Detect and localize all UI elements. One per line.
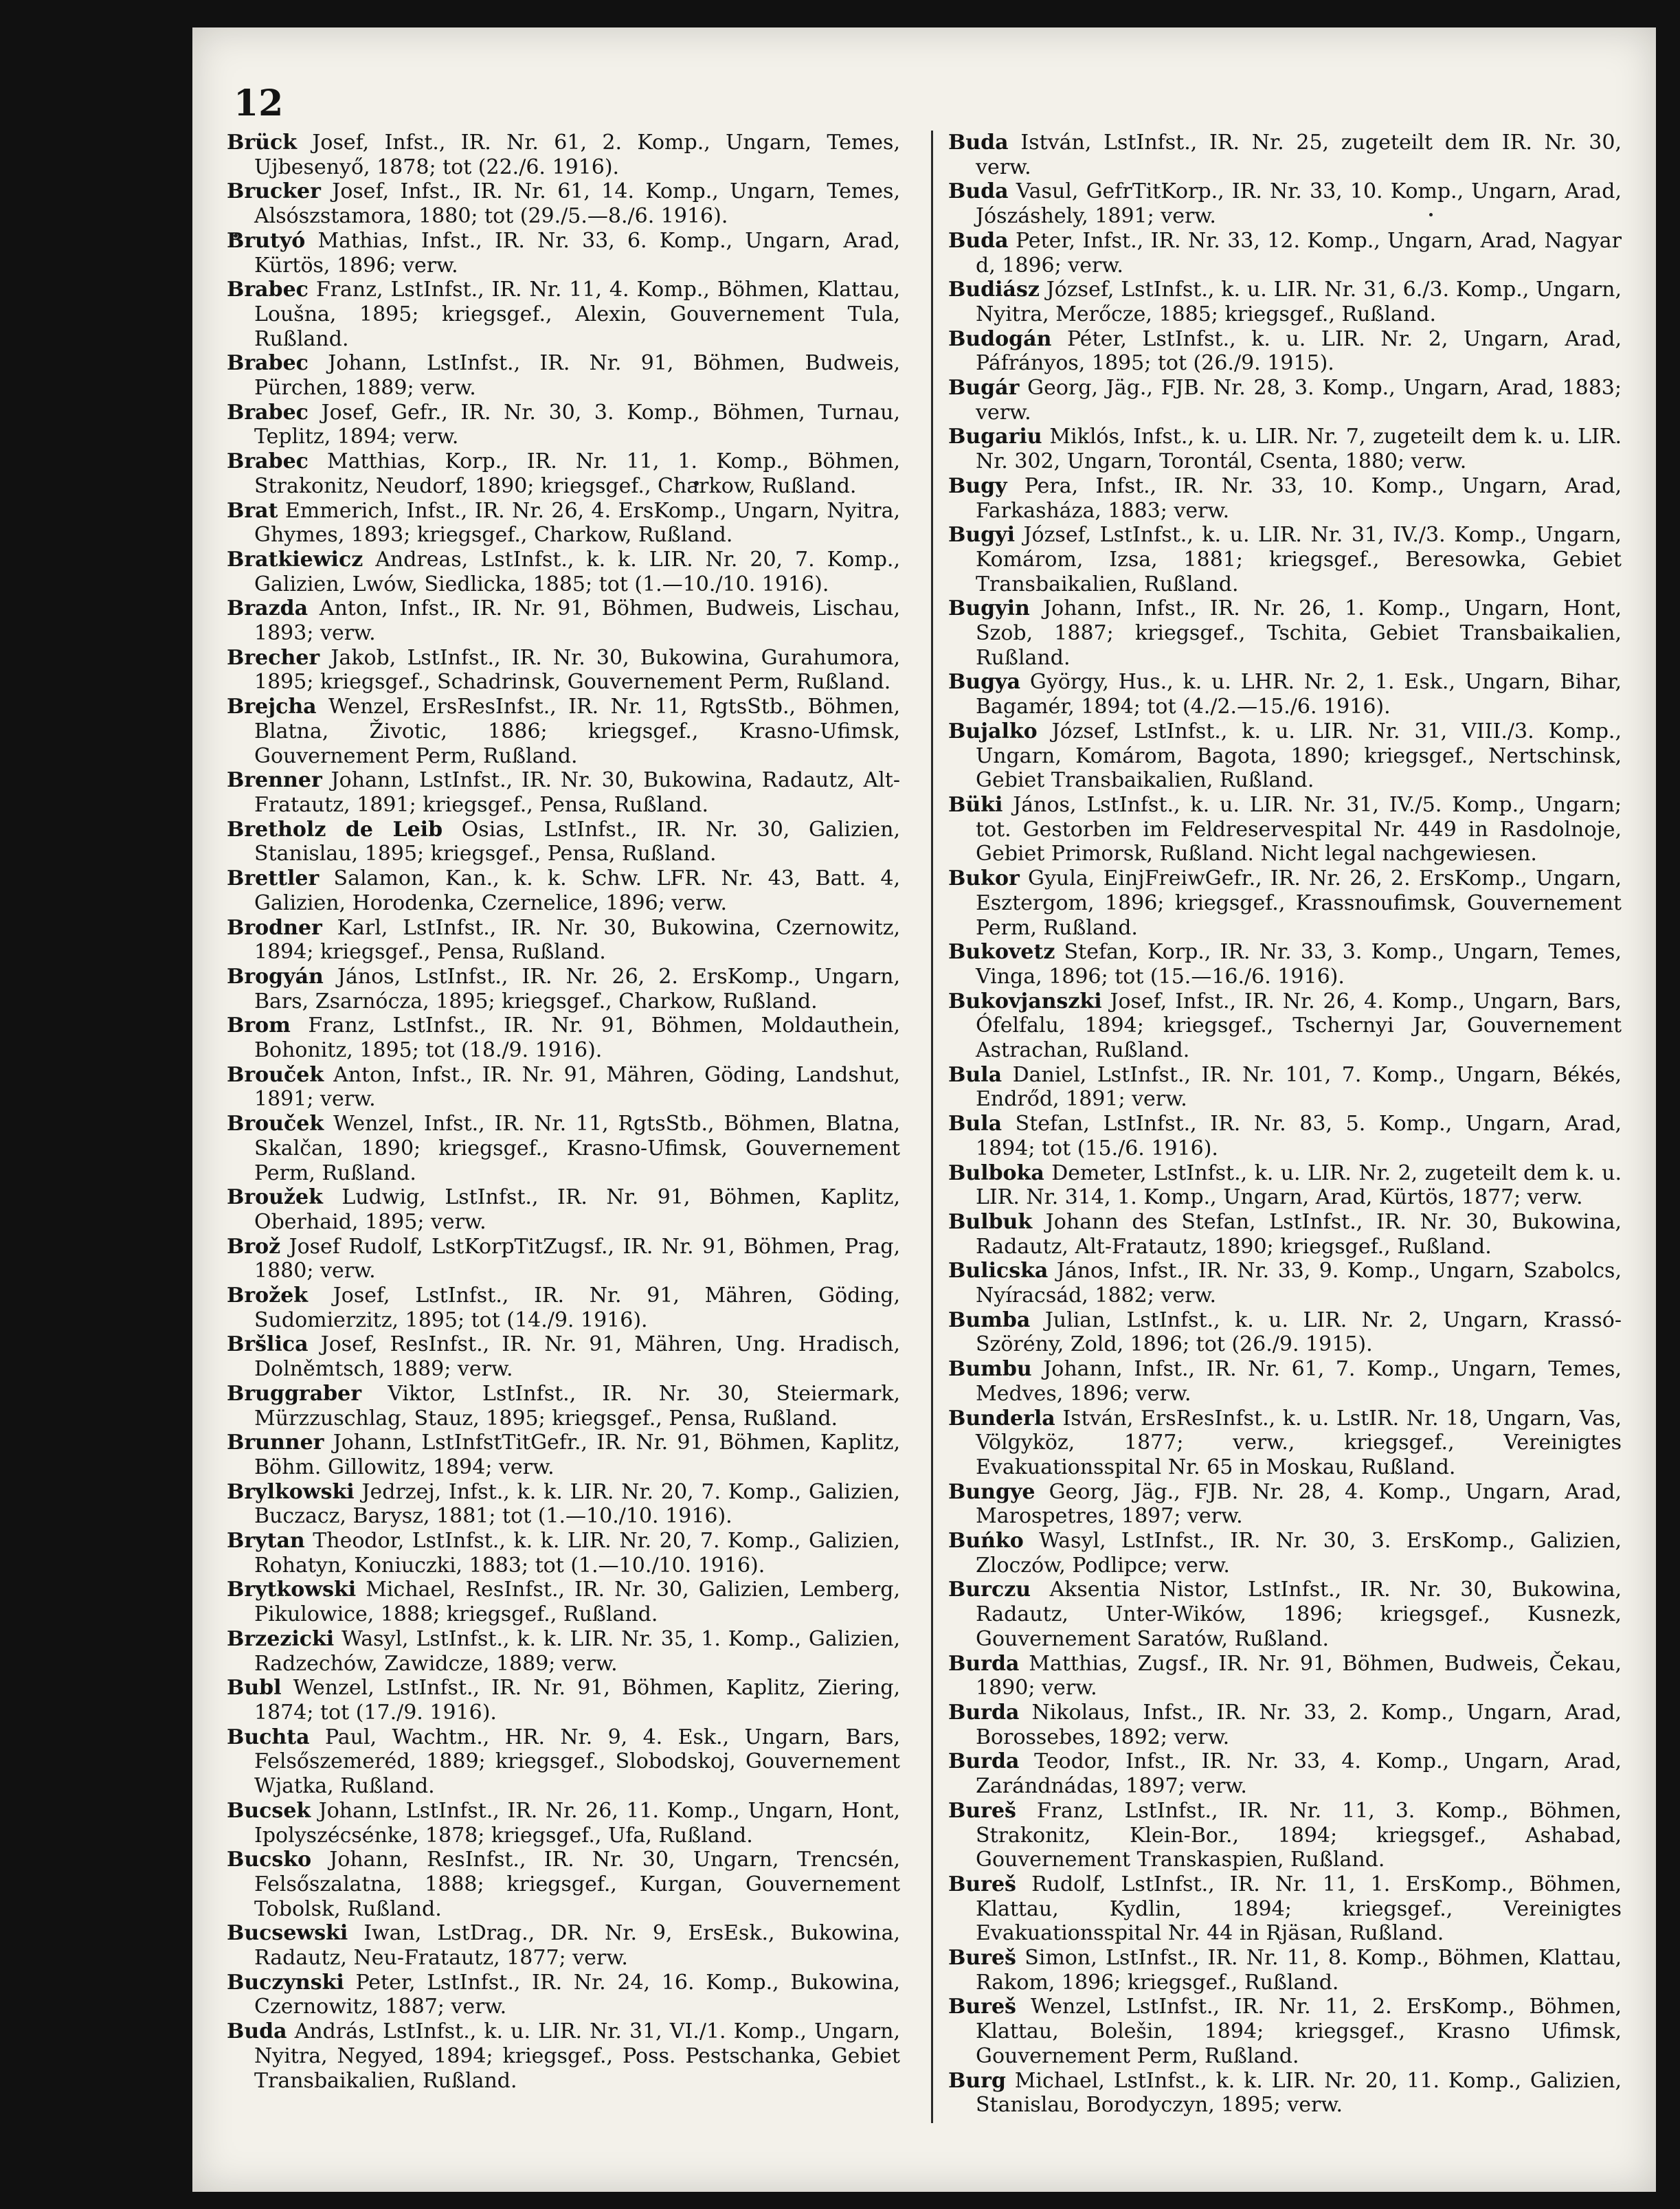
register-entry xyxy=(227,351,900,400)
entry-details: Wasyl, LstInfst., k. k. LIR. Nr. 35, 1. Komp., Galizien, Radzechów, Zawidcze, 1889; verw. xyxy=(254,1626,900,1676)
register-entry xyxy=(227,1529,900,1578)
entry-surname: Bulboka xyxy=(948,1160,1044,1185)
entry-surname: Buchta xyxy=(227,1725,310,1749)
entry-surname: Brabec xyxy=(227,400,309,425)
register-entry xyxy=(227,1063,900,1112)
register-entry xyxy=(227,229,900,278)
entry-surname: Bugy xyxy=(948,473,1007,498)
entry-details: János, LstInfst., k. u. LIR. Nr. 31, IV./5. Komp., Ungarn; tot. Gestorben im Feldreservespital Nr. 449 in Rasdolnoje, Gebiet Primorsk, Rußland. Nicht legal nachgewiesen. xyxy=(976,792,1622,866)
entry-surname: Bureš xyxy=(948,1946,1016,1971)
register-entry xyxy=(948,1357,1622,1406)
entry-surname: Brenner xyxy=(227,768,322,793)
entry-surname: Bucsewski xyxy=(227,1921,348,1946)
entry-surname: Bugár xyxy=(948,376,1020,401)
entry-details: Josef, ResInfst., IR. Nr. 91, Mähren, Ung. Hradisch, Dolněmtsch, 1889; verw. xyxy=(254,1332,900,1382)
entry-details: Anton, Infst., IR. Nr. 91, Mähren, Göding, Landshut, 1891; verw. xyxy=(254,1062,900,1112)
register-entry xyxy=(227,449,900,498)
entry-surname: Burda xyxy=(948,1701,1020,1725)
register-entry xyxy=(227,1431,900,1479)
register-entry xyxy=(948,327,1622,376)
entry-surname: Brecher xyxy=(227,645,320,670)
entry-details: Teodor, Infst., IR. Nr. 33, 4. Komp., Ungarn, Arad, Zarándnádas, 1897; verw. xyxy=(976,1749,1622,1799)
entry-surname: Bungye xyxy=(948,1479,1035,1504)
entry-details: Viktor, LstInfst., IR. Nr. 30, Steiermark, Mürzzuschlag, Stauz, 1895; kriegsgef., Pensa, Rußland. xyxy=(254,1381,900,1431)
register-entry xyxy=(948,229,1622,278)
entry-details: Josef, Infst., IR. Nr. 61, 14. Komp., Ungarn, Temes, Alsószstamora, 1880; tot (29./5.—8./6. 1916). xyxy=(254,179,900,229)
register-entry xyxy=(227,548,900,596)
right-column xyxy=(948,131,1622,2118)
entry-surname: Brytan xyxy=(227,1529,305,1554)
entry-surname: Bula xyxy=(948,1062,1003,1087)
register-entry xyxy=(948,1529,1622,1578)
register-entry xyxy=(227,1921,900,1970)
register-entry xyxy=(227,1185,900,1234)
entry-details: György, Hus., k. u. LHR. Nr. 2, 1. Esk., Ungarn, Bihar, Bagamér, 1894; tot (4./2.—15./6. 1916). xyxy=(976,670,1622,719)
entry-surname: Brylkowski xyxy=(227,1479,355,1504)
entry-surname: Buda xyxy=(948,131,1009,155)
register-entry xyxy=(227,916,900,965)
entry-details: András, LstInfst., k. u. LIR. Nr. 31, VI./1. Komp., Ungarn, Nyitra, Negyed, 1894; kriegsgef., Poss. Pestschanka, Gebiet Transbaikalien, Rußland. xyxy=(254,2019,901,2093)
entry-details: Johann des Stefan, LstInfst., IR. Nr. 30, Bukowina, Radautz, Alt-Fratautz, 1890; kriegsgef., Rußland. xyxy=(976,1209,1622,1259)
entry-surname: Brom xyxy=(227,1013,291,1038)
register-entry xyxy=(948,719,1622,793)
entry-surname: Brejcha xyxy=(227,695,317,719)
register-entry xyxy=(227,1578,900,1626)
entry-surname: Bukor xyxy=(948,866,1020,891)
entry-surname: Bunderla xyxy=(948,1406,1055,1431)
register-entry xyxy=(948,1799,1622,1872)
entry-details: Julian, LstInfst., k. u. LIR. Nr. 2, Ungarn, Krassó-Szörény, Zold, 1896; tot (26./9. 1915). xyxy=(976,1308,1622,1357)
entry-details: Wenzel, Infst., IR. Nr. 11, RgtsStb., Böhmen, Blatna, Skalčan, 1890; kriegsgef., Krasno-Ufimsk, Gouvernement Perm, Rußland. xyxy=(254,1112,900,1185)
entry-surname: Brouček xyxy=(227,1112,324,1136)
register-entry xyxy=(227,1382,900,1431)
register-entry xyxy=(948,376,1622,425)
register-entry xyxy=(227,646,900,695)
entry-surname: Brabec xyxy=(227,351,309,376)
register-entry xyxy=(227,499,900,548)
register-entry xyxy=(948,1161,1622,1210)
entry-surname: Burda xyxy=(948,1749,1020,1774)
entry-surname: Buczynski xyxy=(227,1970,344,1995)
register-entry xyxy=(227,179,900,228)
entry-details: Simon, LstInfst., IR. Nr. 11, 8. Komp., Böhmen, Klattau, Rakom, 1896; kriegsgef., Rußland. xyxy=(976,1946,1622,1995)
register-entry xyxy=(948,1652,1622,1701)
entry-details: Péter, LstInfst., k. u. LIR. Nr. 2, Ungarn, Arad, Páfrányos, 1895; tot (26./9. 1915). xyxy=(976,326,1622,376)
entry-surname: Büki xyxy=(948,792,1003,817)
register-entry xyxy=(227,1676,900,1725)
entry-surname: Buda xyxy=(948,179,1009,204)
register-entry xyxy=(948,1259,1622,1308)
entry-details: István, ErsResInfst., k. u. LstIR. Nr. 18, Ungarn, Vas, Völgyköz, 1877; verw., kriegsgef., Vereinigtes Evakuationsspital Nr. 65 in Moskau, Rußland. xyxy=(976,1406,1622,1479)
entry-details: Stefan, Korp., IR. Nr. 33, 3. Komp., Ungarn, Temes, Vinga, 1896; tot (15.—16./6. 1916). xyxy=(976,940,1622,989)
left-column xyxy=(227,131,900,2093)
entry-surname: Bucsko xyxy=(227,1848,312,1872)
entry-surname: Bumbu xyxy=(948,1357,1032,1382)
entry-details: Josef, Infst., IR. Nr. 61, 2. Komp., Ungarn, Temes, Ujbesenyő, 1878; tot (22./6. 1916). xyxy=(254,131,900,179)
entry-details: Josef, Gefr., IR. Nr. 30, 3. Komp., Böhmen, Turnau, Teplitz, 1894; verw. xyxy=(254,400,900,449)
entry-surname: Brytkowski xyxy=(227,1578,357,1602)
register-entry xyxy=(227,1332,900,1381)
entry-surname: Bula xyxy=(948,1112,1003,1136)
entry-surname: Bruggraber xyxy=(227,1381,362,1406)
register-entry xyxy=(948,1872,1622,1946)
entry-surname: Buda xyxy=(948,228,1009,253)
entry-details: Aksentia Nistor, LstInfst., IR. Nr. 30, Bukowina, Radautz, Unter-Wików, 1896; kriegsgef., Kusnezk, Gouvernement Saratów, Rußland. xyxy=(976,1578,1622,1651)
register-entry xyxy=(948,425,1622,473)
register-entry xyxy=(948,278,1622,326)
entry-surname: Brucker xyxy=(227,179,321,204)
register-entry xyxy=(227,1971,900,2019)
register-entry xyxy=(948,1112,1622,1160)
register-entry xyxy=(227,1235,900,1283)
entry-surname: Broužek xyxy=(227,1185,323,1210)
entry-surname: Bujalko xyxy=(948,719,1038,743)
register-entry xyxy=(948,179,1622,228)
register-entry xyxy=(948,989,1622,1063)
entry-details: Paul, Wachtm., HR. Nr. 9, 4. Esk., Ungarn, Bars, Felsőszemeréd, 1889; kriegsgef., Slobodskoj, Gouvernement Wjatka, Rußland. xyxy=(254,1725,900,1799)
entry-surname: Bukovetz xyxy=(948,940,1055,965)
entry-details: Johann, LstInfst., IR. Nr. 30, Bukowina, Radautz, Alt-Fratautz, 1891; kriegsgef., Pensa, Rußland. xyxy=(254,768,900,817)
entry-surname: Bugya xyxy=(948,670,1021,695)
register-entry xyxy=(948,1063,1622,1112)
register-entry xyxy=(227,1725,900,1799)
entry-details: Salamon, Kan., k. k. Schw. LFR. Nr. 43, Batt. 4, Galizien, Horodenka, Czernelice, 1896; verw. xyxy=(254,866,900,915)
entry-details: József, LstInfst., k. u. LIR. Nr. 31, IV./3. Komp., Ungarn, Komárom, Izsa, 1881; kriegsgef., Beresowka, Gebiet Transbaikalien, Rußland. xyxy=(976,523,1622,596)
entry-surname: Bulbuk xyxy=(948,1209,1033,1234)
entry-details: Johann, LstInfst., IR. Nr. 26, 11. Komp., Ungarn, Hont, Ipolyszécsénke, 1878; kriegsgef., Ufa, Rußland. xyxy=(254,1798,900,1848)
entry-surname: Bucsek xyxy=(227,1798,311,1823)
entry-surname: Brodner xyxy=(227,915,322,940)
entry-details: Daniel, LstInfst., IR. Nr. 101, 7. Komp., Ungarn, Békés, Endrőd, 1891; verw. xyxy=(976,1062,1622,1112)
entry-surname: Brož xyxy=(227,1234,281,1259)
register-entry xyxy=(227,1013,900,1062)
entry-details: Gyula, EinjFreiwGefr., IR. Nr. 26, 2. ErsKomp., Ungarn, Esztergom, 1896; kriegsgef., Krassnoufimsk, Gouvernement Perm, Rußland. xyxy=(976,866,1622,940)
register-entry xyxy=(227,818,900,866)
entry-details: Georg, Jäg., FJB. Nr. 28, 4. Komp., Ungarn, Arad, Marospetres, 1897; verw. xyxy=(976,1479,1622,1529)
entry-details: Franz, LstInfst., IR. Nr. 11, 4. Komp., Böhmen, Klattau, Loušna, 1895; kriegsgef., Alexin, Gouvernement Tula, Rußland. xyxy=(254,278,900,351)
entry-surname: Bugyi xyxy=(948,523,1015,548)
entry-surname: Brutyó xyxy=(227,228,306,253)
entry-details: János, Infst., IR. Nr. 33, 9. Komp., Ungarn, Szabolcs, Nyíracsád, 1882; verw. xyxy=(976,1259,1622,1308)
entry-surname: Bubl xyxy=(227,1676,282,1701)
register-entry xyxy=(948,793,1622,866)
entry-details: Nikolaus, Infst., IR. Nr. 33, 2. Komp., Ungarn, Arad, Borossebes, 1892; verw. xyxy=(976,1701,1622,1749)
register-entry xyxy=(948,1946,1622,1995)
page-number: 12 xyxy=(234,82,284,124)
entry-details: Michael, ResInfst., IR. Nr. 30, Galizien, Lemberg, Pikulowice, 1888; kriegsgef., Rußland. xyxy=(254,1578,900,1627)
entry-details: Wenzel, LstInfst., IR. Nr. 11, 2. ErsKomp., Böhmen, Klattau, Bolešin, 1894; kriegsgef., Krasno Ufimsk, Gouvernement Perm, Rußland. xyxy=(976,1995,1622,2068)
entry-surname: Bulicska xyxy=(948,1259,1049,1283)
entry-details: Iwan, LstDrag., DR. Nr. 9, ErsEsk., Bukowina, Radautz, Neu-Fratautz, 1877; verw. xyxy=(254,1921,900,1971)
register-entry xyxy=(948,1749,1622,1798)
entry-details: Michael, LstInfst., k. k. LIR. Nr. 20, 11. Komp., Galizien, Stanislau, Borodyczyn, 1895; verw. xyxy=(976,2068,1622,2118)
entry-details: Josef, LstInfst., IR. Nr. 91, Mähren, Göding, Sudomierzitz, 1895; tot (14./9. 1916). xyxy=(254,1283,900,1332)
entry-details: István, LstInfst., IR. Nr. 25, zugeteilt dem IR. Nr. 30, verw. xyxy=(976,131,1622,179)
entry-details: József, LstInfst., k. u. LIR. Nr. 31, 6./3. Komp., Ungarn, Nyitra, Merőcze, 1885; kriegsgef., Rußland. xyxy=(976,278,1622,326)
register-entry xyxy=(227,1848,900,1921)
entry-surname: Burg xyxy=(948,2068,1006,2093)
entry-surname: Bugyin xyxy=(948,596,1030,621)
entry-details: Jedrzej, Infst., k. k. LIR. Nr. 20, 7. Komp., Galizien, Buczacz, Barysz, 1881; tot (1.—10./10. 1916). xyxy=(254,1479,901,1529)
entry-details: Peter, LstInfst., IR. Nr. 24, 16. Komp., Bukowina, Czernowitz, 1887; verw. xyxy=(254,1970,900,2019)
register-entry xyxy=(227,131,900,179)
entry-details: Vasul, GefrTitKorp., IR. Nr. 33, 10. Komp., Ungarn, Arad, Jószáshely, 1891; verw. xyxy=(976,179,1622,229)
entry-details: Wenzel, LstInfst., IR. Nr. 91, Böhmen, Kaplitz, Ziering, 1874; tot (17./9. 1916). xyxy=(254,1676,900,1725)
entry-details: Johann, ResInfst., IR. Nr. 30, Ungarn, Trencsén, Felsőszalatna, 1888; kriegsgef., Kurgan, Gouvernement Tobolsk, Rußland. xyxy=(254,1848,900,1921)
entry-surname: Bureš xyxy=(948,1995,1016,2019)
entry-details: Pera, Infst., IR. Nr. 33, 10. Komp., Ungarn, Arad, Farkasháza, 1883; verw. xyxy=(976,473,1622,523)
entry-surname: Brzezicki xyxy=(227,1626,335,1651)
entry-details: Andreas, LstInfst., k. k. LIR. Nr. 20, 7. Komp., Galizien, Lwów, Siedlicka, 1885; tot (1.—10./10. 1916). xyxy=(254,547,900,596)
entry-details: Rudolf, LstInfst., IR. Nr. 11, 1. ErsKomp., Böhmen, Klattau, Kydlin, 1894; kriegsgef., Vereinigtes Evakuationsspital Nr. 44 in Rjäsan, Rußland. xyxy=(976,1872,1622,1946)
register-entry xyxy=(227,1283,900,1332)
entry-details: Emmerich, Infst., IR. Nr. 26, 4. ErsKomp., Ungarn, Nyitra, Ghymes, 1893; kriegsgef., Charkow, Rußland. xyxy=(254,498,900,548)
register-entry xyxy=(227,768,900,817)
entry-surname: Budiász xyxy=(948,278,1040,302)
entry-details: Matthias, Zugsf., IR. Nr. 91, Böhmen, Budweis, Čekau, 1890; verw. xyxy=(976,1651,1622,1701)
register-entry xyxy=(948,2069,1622,2118)
register-entry xyxy=(227,2019,900,2093)
register-entry xyxy=(948,1701,1622,1749)
column-divider xyxy=(931,131,933,2123)
entry-surname: Brožek xyxy=(227,1283,309,1308)
entry-surname: Bureš xyxy=(948,1872,1016,1896)
entry-surname: Burda xyxy=(948,1651,1020,1676)
entry-surname: Burczu xyxy=(948,1578,1031,1602)
register-entry xyxy=(948,523,1622,596)
entry-surname: Bugariu xyxy=(948,425,1042,449)
register-entry xyxy=(227,596,900,645)
register-entry xyxy=(227,1799,900,1848)
register-entry xyxy=(948,131,1622,179)
entry-details: Mathias, Infst., IR. Nr. 33, 6. Komp., Ungarn, Arad, Kürtös, 1896; verw. xyxy=(254,228,900,278)
register-entry xyxy=(948,1406,1622,1480)
entry-details: Stefan, LstInfst., IR. Nr. 83, 5. Komp., Ungarn, Arad, 1894; tot (15./6. 1916). xyxy=(976,1112,1622,1160)
register-entry xyxy=(948,1578,1622,1651)
entry-details: Wenzel, ErsResInfst., IR. Nr. 11, RgtsStb., Böhmen, Blatna, Životic, 1886; kriegsgef., Krasno-Ufimsk, Gouvernement Perm, Rußland. xyxy=(254,695,900,768)
register-entry xyxy=(227,401,900,449)
entry-details: Johann, LstInfst., IR. Nr. 91, Böhmen, Budweis, Pürchen, 1889; verw. xyxy=(254,351,900,401)
entry-surname: Brück xyxy=(227,131,298,155)
register-entry xyxy=(948,1995,1622,2068)
entry-details: Ludwig, LstInfst., IR. Nr. 91, Böhmen, Kaplitz, Oberhaid, 1895; verw. xyxy=(254,1185,900,1234)
entry-details: Jakob, LstInfst., IR. Nr. 30, Bukowina, Gurahumora, 1895; kriegsgef., Schadrinsk, Gouvernement Perm, Rußland. xyxy=(254,645,900,695)
entry-surname: Bratkiewicz xyxy=(227,547,363,572)
entry-details: János, LstInfst., IR. Nr. 26, 2. ErsKomp., Ungarn, Bars, Zsarnócza, 1895; kriegsgef., Charkow, Rußland. xyxy=(254,964,900,1013)
entry-details: Franz, LstInfst., IR. Nr. 11, 3. Komp., Böhmen, Strakonitz, Klein-Bor., 1894; kriegsgef., Ashabad, Gouvernement Transkaspien, Rußland. xyxy=(976,1798,1622,1872)
entry-surname: Bršlica xyxy=(227,1332,309,1357)
entry-details: Karl, LstInfst., IR. Nr. 30, Bukowina, Czernowitz, 1894; kriegsgef., Pensa, Rußland. xyxy=(254,915,900,965)
entry-details: Josef Rudolf, LstKorpTitZugsf., IR. Nr. 91, Böhmen, Prag, 1880; verw. xyxy=(254,1234,900,1283)
entry-surname: Brogyán xyxy=(227,964,324,989)
entry-surname: Buda xyxy=(227,2019,287,2044)
entry-details: Georg, Jäg., FJB. Nr. 28, 3. Komp., Ungarn, Arad, 1883; verw. xyxy=(976,376,1622,425)
register-entry xyxy=(227,1480,900,1529)
register-entry xyxy=(948,1210,1622,1259)
entry-surname: Budogán xyxy=(948,326,1052,351)
entry-details: Osias, LstInfst., IR. Nr. 30, Galizien, Stanislau, 1895; kriegsgef., Pensa, Rußland. xyxy=(254,817,900,866)
entry-surname: Bretholz de Leib xyxy=(227,817,443,842)
register-entry xyxy=(948,866,1622,940)
register-entry xyxy=(948,1308,1622,1357)
entry-surname: Brettler xyxy=(227,866,320,891)
entry-details: Josef, Infst., IR. Nr. 26, 4. Komp., Ungarn, Bars, Ófelfalu, 1894; kriegsgef., Tschernyi Jar, Gouvernement Astrachan, Rußland. xyxy=(976,989,1622,1063)
register-entry xyxy=(227,965,900,1013)
register-entry xyxy=(948,1480,1622,1529)
entry-surname: Bumba xyxy=(948,1308,1031,1332)
entry-surname: Buńko xyxy=(948,1529,1024,1554)
entry-surname: Brat xyxy=(227,498,278,523)
register-entry xyxy=(948,940,1622,989)
entry-surname: Brazda xyxy=(227,596,309,621)
entry-details: Franz, LstInfst., IR. Nr. 91, Böhmen, Moldauthein, Bohonitz, 1895; tot (18./9. 1916). xyxy=(254,1013,900,1063)
entry-details: Wasyl, LstInfst., IR. Nr. 30, 3. ErsKomp., Galizien, Zloczów, Podlipce; verw. xyxy=(976,1529,1622,1578)
register-entry xyxy=(227,695,900,768)
entry-details: Theodor, LstInfst., k. k. LIR. Nr. 20, 7. Komp., Galizien, Rohatyn, Koniuczki, 1883; tot (1.—10./10. 1916). xyxy=(254,1529,900,1578)
entry-surname: Brabec xyxy=(227,278,309,302)
register-entry xyxy=(948,596,1622,670)
entry-surname: Brunner xyxy=(227,1431,324,1455)
register-entry xyxy=(227,278,900,351)
register-entry xyxy=(948,670,1622,719)
register-entry xyxy=(948,474,1622,523)
entry-details: Anton, Infst., IR. Nr. 91, Böhmen, Budweis, Lischau, 1893; verw. xyxy=(254,596,900,646)
entry-details: József, LstInfst., k. u. LIR. Nr. 31, VIII./3. Komp., Ungarn, Komárom, Bagota, 1890; kriegsgef., Nertschinsk, Gebiet Transbaikalien, Rußland. xyxy=(976,719,1622,793)
entry-surname: Bukovjanszki xyxy=(948,989,1102,1013)
register-entry xyxy=(227,866,900,915)
entry-surname: Brouček xyxy=(227,1062,324,1087)
entry-details: Miklós, Infst., k. u. LIR. Nr. 7, zugeteilt dem k. u. LIR. Nr. 302, Ungarn, Torontál, Csenta, 1880; verw. xyxy=(976,425,1622,474)
entry-details: Matthias, Korp., IR. Nr. 11, 1. Komp., Böhmen, Strakonitz, Neudorf, 1890; kriegsgef., Charkow, Rußland. xyxy=(254,449,900,498)
register-entry xyxy=(227,1112,900,1185)
entry-details: Demeter, LstInfst., k. u. LIR. Nr. 2, zugeteilt dem k. u. LIR. Nr. 314, 1. Komp., Ungarn, Arad, Kürtös, 1877; verw. xyxy=(976,1160,1622,1210)
register-entry xyxy=(227,1627,900,1676)
entry-details: Peter, Infst., IR. Nr. 33, 12. Komp., Ungarn, Arad, Nagyar d, 1896; verw. xyxy=(976,228,1622,278)
entry-surname: Brabec xyxy=(227,449,309,474)
entry-details: Johann, Infst., IR. Nr. 61, 7. Komp., Ungarn, Temes, Medves, 1896; verw. xyxy=(976,1357,1622,1406)
entry-details: Johann, LstInfstTitGefr., IR. Nr. 91, Böhmen, Kaplitz, Böhm. Gillowitz, 1894; verw. xyxy=(254,1431,900,1479)
entry-surname: Bureš xyxy=(948,1798,1016,1823)
entry-details: Johann, Infst., IR. Nr. 26, 1. Komp., Ungarn, Hont, Szob, 1887; kriegsgef., Tschita, Gebiet Transbaikalien, Rußland. xyxy=(976,596,1622,670)
